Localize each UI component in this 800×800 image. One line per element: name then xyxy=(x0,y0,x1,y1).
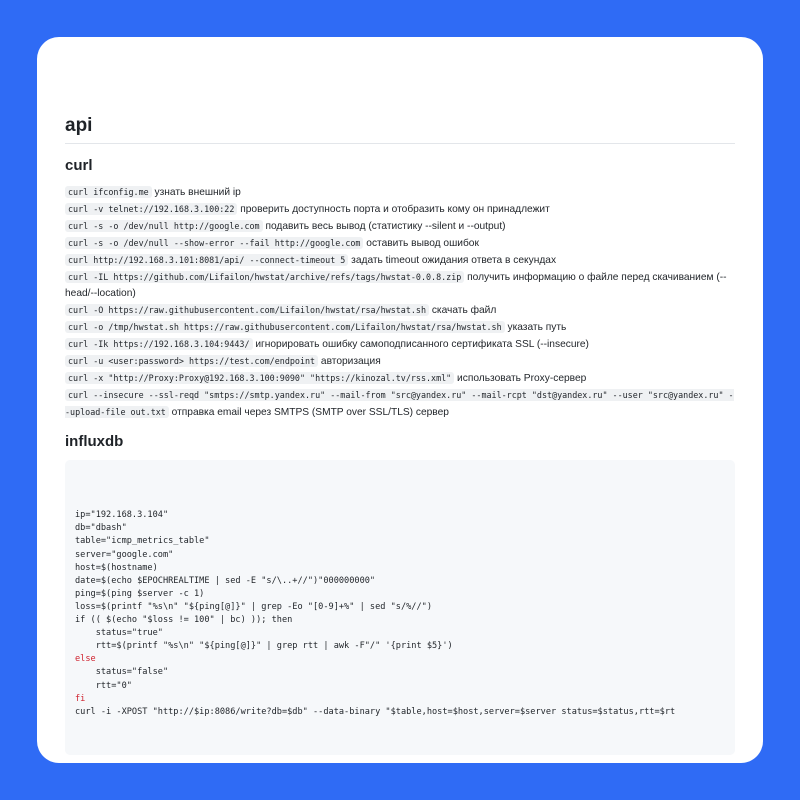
curl-command-row xyxy=(65,252,735,269)
command-description: авторизация xyxy=(318,356,381,367)
inline-code: curl --insecure --ssl-reqd "smtps://smtp.yandex.ru" --mail-from "src@yandex.ru" --mail-rcpt "dst@yandex.ru" --user "src@yandex.ru" --upload-file out.txt xyxy=(65,390,734,417)
code-line: rtt="0" xyxy=(75,680,132,691)
code-line: host=$(hostname) xyxy=(75,562,158,573)
code-line: else xyxy=(75,654,96,665)
inline-code: curl -v telnet://192.168.3.100:22 xyxy=(65,203,237,215)
readme-card xyxy=(37,37,763,763)
code-line: curl -i -XPOST "http://$ip:8086/write?db=$db" --data-binary "$table,host=$host,server=$server status=$status,rtt=$rt xyxy=(75,706,676,717)
section-heading-curl: curl xyxy=(65,157,93,174)
command-description: проверить доступность порта и отобразить кому он принадлежит xyxy=(237,204,550,215)
curl-command-row xyxy=(65,336,735,353)
section-heading-api: api xyxy=(65,115,735,144)
code-line: fi xyxy=(75,693,86,704)
code-line: ip="192.168.3.104" xyxy=(75,510,169,521)
code-line: table="icmp_metrics_table" xyxy=(75,536,210,547)
command-description: узнать внешний ip xyxy=(151,187,241,198)
inline-code: curl -Ik https://192.168.3.104:9443/ xyxy=(65,338,253,350)
code-line: status="false" xyxy=(75,667,169,678)
command-description: задать timeout ожидания ответа в секундах xyxy=(348,255,557,266)
inline-code: curl -o /tmp/hwstat.sh https://raw.githubusercontent.com/Lifailon/hwstat/rsa/hwstat.sh xyxy=(65,321,505,333)
inline-code: curl -s -o /dev/null --show-error --fail http://google.com xyxy=(65,237,363,249)
code-line: server="google.com" xyxy=(75,549,174,560)
curl-command-row xyxy=(65,387,735,421)
curl-command-row xyxy=(65,269,735,302)
copy-icon[interactable] xyxy=(711,468,725,482)
inline-code: curl -O https://raw.githubusercontent.com/Lifailon/hwstat/rsa/hwstat.sh xyxy=(65,304,429,316)
code-line: date=$(echo $EPOCHREALTIME | sed -E "s/\..+//")"000000000" xyxy=(75,575,376,586)
command-description: отправка email через SMTPS (SMTP over SSL/TLS) сервер xyxy=(168,407,449,418)
command-description: использовать Proxy-сервер xyxy=(454,373,587,384)
curl-command-row xyxy=(65,201,735,218)
code-line: ping=$(ping $server -c 1) xyxy=(75,588,205,599)
curl-command-row xyxy=(65,302,735,319)
inline-code: curl -u <user:password> https://test.com/endpoint xyxy=(65,355,318,367)
inline-code: curl -IL https://github.com/Lifailon/hwstat/archive/refs/tags/hwstat-0.0.8.zip xyxy=(65,271,464,283)
inline-code: curl -s -o /dev/null http://google.com xyxy=(65,220,263,232)
code-line: if (( $(echo "$loss != 100" | bc) )); then xyxy=(75,615,293,626)
command-description: получить информацию о файле перед скачиванием (--head/--location) xyxy=(65,272,727,299)
curl-command-row xyxy=(65,370,735,387)
curl-command-row xyxy=(65,184,735,201)
code-line: loss=$(printf "%s\n" "${ping[@]}" | grep -Eo "[0-9]+%" | sed "s/%//") xyxy=(75,601,432,612)
command-description: игнорировать ошибку самоподписанного сертификата SSL (--insecure) xyxy=(252,339,589,350)
inline-code: curl ifconfig.me xyxy=(65,186,152,198)
curl-command-list xyxy=(65,184,735,421)
code-line: db="dbash" xyxy=(75,523,127,534)
curl-command-row xyxy=(65,353,735,370)
command-description: указать путь xyxy=(504,322,567,333)
code-lines xyxy=(75,509,725,719)
code-line: status="true" xyxy=(75,628,163,639)
inline-code: curl http://192.168.3.101:8081/api/ --connect-timeout 5 xyxy=(65,254,348,266)
command-description: оставить вывод ошибок xyxy=(363,238,479,249)
code-line: rtt=$(printf "%s\n" "${ping[@]}" | grep rtt | awk -F"/" '{print $5}') xyxy=(75,641,453,652)
curl-command-row xyxy=(65,319,735,336)
command-description: скачать файл xyxy=(429,305,497,316)
curl-command-row xyxy=(65,235,735,252)
command-description: подавить весь вывод (статистику --silent и --output) xyxy=(262,221,506,232)
inline-code: curl -x "http://Proxy:Proxy@192.168.3.100:9090" "https://kinozal.tv/rss.xml" xyxy=(65,372,454,384)
section-heading-influxdb: influxdb xyxy=(65,433,124,450)
influxdb-code-block xyxy=(65,460,735,755)
curl-command-row xyxy=(65,218,735,235)
